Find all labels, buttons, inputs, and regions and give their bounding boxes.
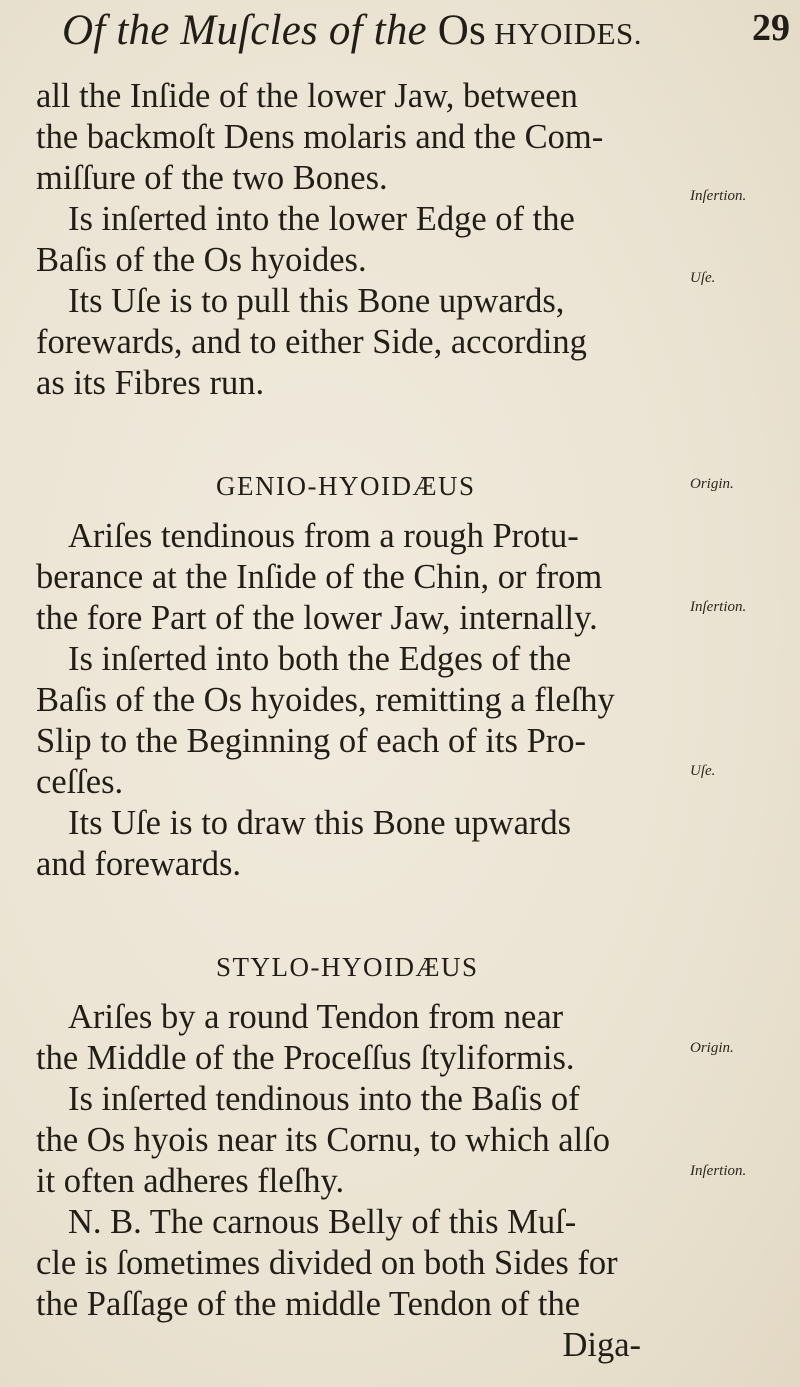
section-gap xyxy=(36,404,676,456)
text-line: Baſis of the Os hyoides, remitting a fleſhy xyxy=(36,681,615,719)
text-line: Baſis of the Os hyoides. xyxy=(36,241,367,279)
text-line: miſſure of the two Bones. xyxy=(36,159,388,197)
section-heading-genio-hyoidaeus: GENIO-HYOIDÆUS xyxy=(216,471,476,501)
text-line: the fore Part of the lower Jaw, internally. xyxy=(36,599,598,637)
text-line: the Middle of the Proceſſus ſtyliformis. xyxy=(36,1039,575,1077)
text-line: the backmoſt Dens molaris and the Com- xyxy=(36,118,604,156)
text-line: Its Uſe is to draw this Bone upwards xyxy=(68,804,572,842)
sidenote-insertion: Inſertion. xyxy=(690,599,747,615)
running-title-os: Os xyxy=(437,7,486,54)
text-line: and forewards. xyxy=(36,845,241,883)
catchword: Diga- xyxy=(562,1326,641,1364)
text-line: N. B. The carnous Belly of this Muſ- xyxy=(68,1203,577,1241)
sidenote-origin: Origin. xyxy=(690,1040,734,1056)
text-line: the Paſſage of the middle Tendon of the xyxy=(36,1285,581,1323)
sidenote-insertion: Inſertion. xyxy=(690,188,747,204)
running-title xyxy=(62,6,642,55)
text-line: as its Fibres run. xyxy=(36,364,265,402)
sidenote-use: Uſe. xyxy=(690,763,716,779)
running-title-smallcaps: HYOIDES. xyxy=(485,16,643,51)
text-line: ceſſes. xyxy=(36,763,124,801)
text-line: Slip to the Beginning of each of its Pro- xyxy=(36,722,587,760)
sidenote-insertion: Inſertion. xyxy=(690,1163,747,1179)
text-line: Ariſes by a round Tendon from near xyxy=(68,998,564,1036)
running-header xyxy=(62,2,790,66)
text-line: the Os hyois near its Cornu, to which alſo xyxy=(36,1121,610,1159)
body-text xyxy=(36,76,676,1366)
text-line: cle is ſometimes divided on both Sides for xyxy=(36,1244,618,1282)
text-line: forewards, and to either Side, according xyxy=(36,323,587,361)
running-title-prefix: Of the Muſcles of the xyxy=(62,7,438,54)
sidenote-use: Uſe. xyxy=(690,270,716,286)
text-line: Ariſes tendinous from a rough Protu- xyxy=(68,517,579,555)
text-line: all the Inſide of the lower Jaw, between xyxy=(36,77,578,115)
text-line: Is inſerted into both the Edges of the xyxy=(68,640,572,678)
section-heading-stylo-hyoidaeus: STYLO-HYOIDÆUS xyxy=(216,952,479,982)
text-line: Is inſerted into the lower Edge of the xyxy=(68,200,575,238)
section-gap xyxy=(36,885,676,937)
text-line: Its Uſe is to pull this Bone upwards, xyxy=(68,282,565,320)
text-line: it often adheres fleſhy. xyxy=(36,1162,345,1200)
page-number: 29 xyxy=(752,7,790,49)
text-line: berance at the Inſide of the Chin, or from xyxy=(36,558,603,596)
sidenote-origin: Origin. xyxy=(690,476,734,492)
text-line: Is inſerted tendinous into the Baſis of xyxy=(68,1080,580,1118)
